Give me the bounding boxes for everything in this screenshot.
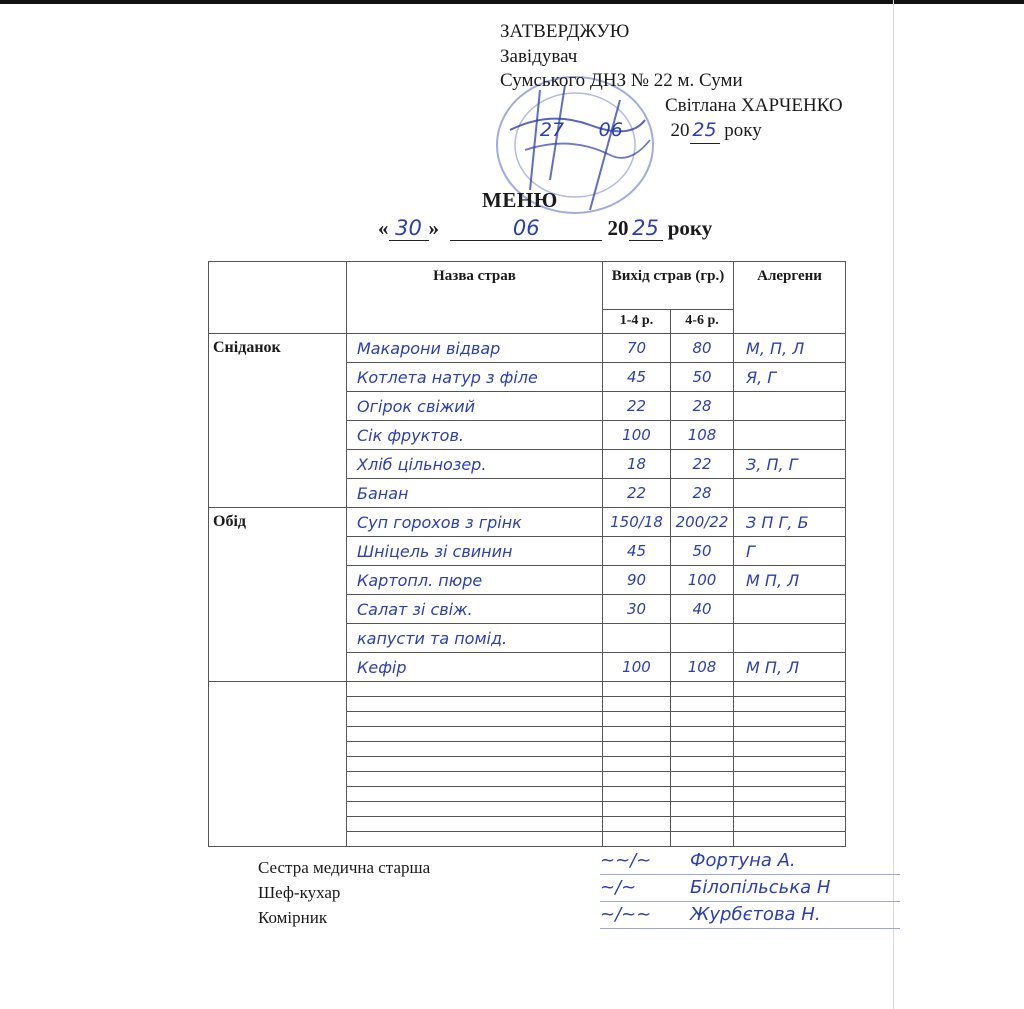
dish-name: Сік фруктов. <box>347 421 603 450</box>
empty-cell <box>671 787 734 802</box>
approval-day: 27 <box>539 119 565 141</box>
menu-table <box>208 261 846 847</box>
portion-4-6 <box>671 624 734 653</box>
portion-1-4: 18 <box>603 450 671 479</box>
signature-scribble: ~/~ <box>600 877 637 898</box>
empty-cell <box>603 817 671 832</box>
dish-name: Кефір <box>347 653 603 682</box>
empty-cell <box>603 802 671 817</box>
approval-year-prefix: 20 <box>670 120 690 141</box>
empty-cell <box>734 742 846 757</box>
signature-name-2: Білопільська Н <box>690 877 831 898</box>
approval-block <box>500 20 843 144</box>
signature-name-3: Журбєтова Н. <box>690 904 821 925</box>
portion-1-4: 90 <box>603 566 671 595</box>
empty-cell <box>347 742 603 757</box>
empty-cell <box>671 742 734 757</box>
empty-cell <box>671 802 734 817</box>
empty-cell <box>734 757 846 772</box>
portion-4-6: 100 <box>671 566 734 595</box>
allergens-value <box>734 392 846 421</box>
empty-cell <box>671 757 734 772</box>
empty-cell <box>603 787 671 802</box>
empty-cell <box>603 697 671 712</box>
signature-nurse <box>600 848 900 875</box>
portion-1-4: 22 <box>603 479 671 508</box>
empty-cell <box>347 697 603 712</box>
empty-cell <box>734 787 846 802</box>
portion-4-6: 40 <box>671 595 734 624</box>
menu-year-prefix: 20 <box>607 216 629 240</box>
approval-position: Завідувач <box>500 45 578 67</box>
empty-cell <box>347 802 603 817</box>
menu-body <box>209 334 846 847</box>
empty-cell <box>347 727 603 742</box>
header-allergens: Алергени <box>734 262 846 334</box>
portion-4-6: 22 <box>671 450 734 479</box>
dish-name: Огірок свіжий <box>347 392 603 421</box>
allergens-value: Я, Г <box>734 363 846 392</box>
empty-cell <box>734 832 846 847</box>
empty-row <box>209 682 846 697</box>
approval-name: Світлана ХАРЧЕНКО <box>665 94 843 116</box>
empty-cell <box>347 682 603 697</box>
empty-cell <box>347 772 603 787</box>
empty-cell <box>603 772 671 787</box>
empty-cell <box>671 712 734 727</box>
approval-date <box>500 118 843 144</box>
empty-cell <box>347 757 603 772</box>
portion-1-4 <box>603 624 671 653</box>
menu-day: 30 <box>389 216 429 241</box>
allergens-value: М, П, Л <box>734 334 846 363</box>
approval-heading: ЗАТВЕРДЖУЮ <box>500 21 630 42</box>
empty-cell <box>671 832 734 847</box>
allergens-value <box>734 421 846 450</box>
header-age-1-4: 1-4 р. <box>603 310 671 334</box>
allergens-value: Г <box>734 537 846 566</box>
menu-date <box>378 216 712 241</box>
signature-scribble: ~/~~ <box>600 904 652 925</box>
empty-cell <box>671 727 734 742</box>
signature-chef <box>600 875 900 902</box>
dish-name: Суп горохов з грінк <box>347 508 603 537</box>
approval-year-word: року <box>724 120 762 141</box>
empty-cell <box>671 682 734 697</box>
header-dish: Назва страв <box>347 262 603 334</box>
approval-month: 06 <box>598 119 623 141</box>
empty-cell <box>603 712 671 727</box>
dish-name: Макарони відвар <box>347 334 603 363</box>
dish-name: Салат зі свіж. <box>347 595 603 624</box>
portion-1-4: 100 <box>603 653 671 682</box>
dish-name: Котлета натур з філе <box>347 363 603 392</box>
meal-name: Сніданок <box>209 334 347 508</box>
empty-cell <box>347 787 603 802</box>
portion-1-4: 45 <box>603 537 671 566</box>
allergens-value: З, П, Г <box>734 450 846 479</box>
meal-name: Обід <box>209 508 347 682</box>
portion-4-6: 28 <box>671 479 734 508</box>
close-quote: » <box>428 216 439 240</box>
empty-cell <box>603 742 671 757</box>
portion-1-4: 45 <box>603 363 671 392</box>
role-storekeeper: Комірник <box>258 908 328 927</box>
empty-cell <box>734 817 846 832</box>
empty-cell <box>734 802 846 817</box>
portion-1-4: 70 <box>603 334 671 363</box>
allergens-value: М П, Л <box>734 653 846 682</box>
allergens-value <box>734 595 846 624</box>
dish-name: капусти та помід. <box>347 624 603 653</box>
allergens-value: З П Г, Б <box>734 508 846 537</box>
dish-name: Хліб цільнозер. <box>347 450 603 479</box>
empty-cell <box>734 712 846 727</box>
empty-cell <box>603 682 671 697</box>
allergens-value <box>734 479 846 508</box>
signatures-roles <box>258 855 430 930</box>
empty-cell <box>671 772 734 787</box>
empty-cell <box>671 817 734 832</box>
empty-cell <box>671 697 734 712</box>
table-row <box>209 508 846 537</box>
header-age-4-6: 4-6 р. <box>671 310 734 334</box>
header-output: Вихід страв (гр.) <box>603 262 734 310</box>
empty-cell <box>603 832 671 847</box>
empty-meal-cell <box>209 682 347 847</box>
role-chef: Шеф-кухар <box>258 883 341 902</box>
portion-1-4: 22 <box>603 392 671 421</box>
empty-cell <box>603 757 671 772</box>
open-quote: « <box>378 216 389 240</box>
empty-cell <box>734 697 846 712</box>
portion-1-4: 30 <box>603 595 671 624</box>
role-nurse: Сестра медична старша <box>258 858 431 877</box>
empty-cell <box>347 712 603 727</box>
menu-title: МЕНЮ <box>482 188 558 212</box>
header-meal <box>209 262 347 334</box>
menu-month: 06 <box>450 216 602 241</box>
top-border <box>0 0 1024 4</box>
portion-4-6: 108 <box>671 421 734 450</box>
allergens-value: М П, Л <box>734 566 846 595</box>
empty-cell <box>603 727 671 742</box>
empty-cell <box>734 727 846 742</box>
allergens-value <box>734 624 846 653</box>
signature-storekeeper <box>600 902 900 929</box>
empty-cell <box>347 832 603 847</box>
dish-name: Картопл. пюре <box>347 566 603 595</box>
signature-scribble: ~~/~ <box>600 850 652 871</box>
portion-1-4: 150/18 <box>603 508 671 537</box>
empty-cell <box>347 817 603 832</box>
portion-4-6: 200/22 <box>671 508 734 537</box>
empty-cell <box>734 682 846 697</box>
portion-4-6: 50 <box>671 537 734 566</box>
signature-name-1: Фортуна А. <box>690 850 796 871</box>
approval-institution: Сумського ДНЗ № 22 м. Суми <box>500 70 743 91</box>
signatures-handwritten <box>600 848 900 929</box>
menu-year-suffix: 25 <box>629 216 663 241</box>
empty-cell <box>734 772 846 787</box>
dish-name: Банан <box>347 479 603 508</box>
menu-year-word: року <box>667 216 713 240</box>
portion-4-6: 28 <box>671 392 734 421</box>
dish-name: Шніцель зі свинин <box>347 537 603 566</box>
approval-year-suffix: 25 <box>690 118 720 144</box>
portion-4-6: 80 <box>671 334 734 363</box>
portion-4-6: 108 <box>671 653 734 682</box>
table-row <box>209 334 846 363</box>
portion-1-4: 100 <box>603 421 671 450</box>
portion-4-6: 50 <box>671 363 734 392</box>
